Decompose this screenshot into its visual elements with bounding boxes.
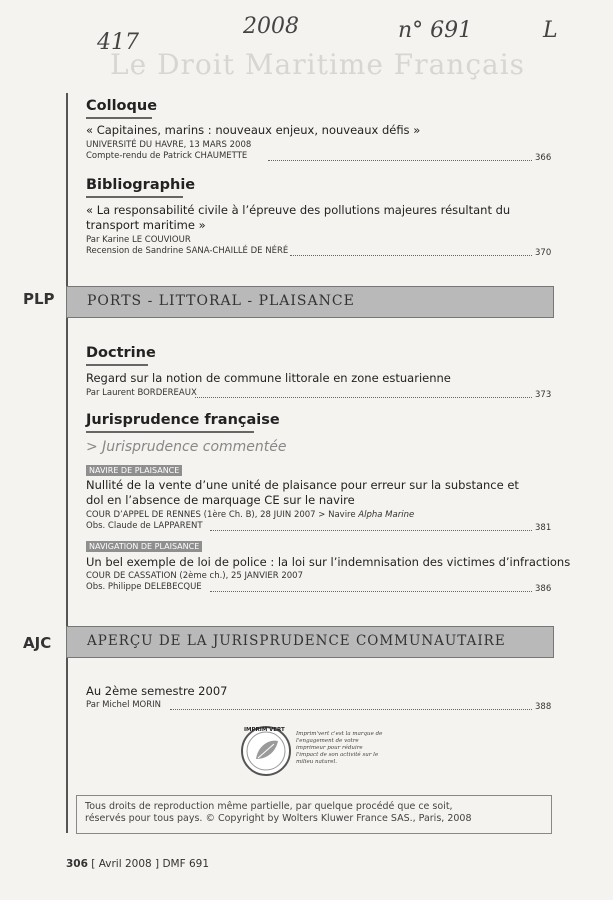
footer-page-number: 306 <box>66 858 88 870</box>
copyright-line2: réservés pour tous pays. © Copyright by Wolters Kluwer France SAS., Paris, 2008 <box>85 813 472 824</box>
dot-leader <box>210 530 532 531</box>
doctrine-heading: Doctrine <box>86 345 156 361</box>
handwritten-number: 417 <box>97 30 139 55</box>
doctrine-underline <box>86 364 148 366</box>
dot-leader <box>210 591 532 592</box>
jurisprudence-subheading: > Jurisprudence commentée <box>86 439 287 455</box>
vertical-rule <box>66 93 68 833</box>
bibliographie-author: Par Karine LE COUVIOUR <box>86 235 191 245</box>
doctrine-author: Par Laurent BORDEREAUX <box>86 388 197 398</box>
copyright-line1: Tous droits de reproduction même partielle, par quelque procédé que ce soit, <box>85 801 453 812</box>
ajc-code: AJC <box>23 634 52 652</box>
bibliographie-heading: Bibliographie <box>86 177 196 193</box>
dot-leader <box>170 709 532 710</box>
handwritten-year: 2008 <box>243 14 299 39</box>
ghost-header: Le Droit Maritime Français <box>110 48 526 81</box>
item2-court: COUR DE CASSATION (2ème ch.), 25 JANVIER 2007 <box>86 571 304 581</box>
doctrine-title: Regard sur la notion de commune littorale en zone estuarienne <box>86 371 451 385</box>
doctrine-page: 373 <box>535 390 552 400</box>
item1-vessel: Alpha Marine <box>358 510 415 520</box>
ajc-item-page: 388 <box>535 702 552 712</box>
imprimvert-logo <box>240 725 292 777</box>
imprimvert-text: Imprim'vert c'est la marque de l'engagement de votre imprimeur pour réduire l'impact de son activité sur le milieu naturel. <box>296 731 383 765</box>
dot-leader <box>290 255 532 256</box>
footer <box>66 858 209 870</box>
colloque-page: 366 <box>535 153 552 163</box>
badge-navire-plaisance: NAVIRE DE PLAISANCE <box>86 465 182 476</box>
colloque-heading: Colloque <box>86 98 158 114</box>
imprimvert-logo-text: IMPRIM'VERT <box>244 727 285 733</box>
bibliographie-page: 370 <box>535 248 552 258</box>
jurisprudence-heading: Jurisprudence française <box>86 412 280 428</box>
jurisprudence-underline <box>86 431 254 433</box>
bibliographie-review: Recension de Sandrine SANA-CHAILLÉ DE NÉRÉ <box>86 246 289 256</box>
ajc-banner-text: APERÇU DE LA JURISPRUDENCE COMMUNAUTAIRE <box>87 633 506 649</box>
dot-leader <box>268 160 532 161</box>
badge-navigation-plaisance: NAVIGATION DE PLAISANCE <box>86 541 202 552</box>
dot-leader <box>195 397 532 398</box>
colloque-underline <box>86 117 152 119</box>
ajc-item-title: Au 2ème semestre 2007 <box>86 684 228 698</box>
colloque-source: UNIVERSITÉ DU HAVRE, 13 MARS 2008 <box>86 140 252 150</box>
item2-obs: Obs. Philippe DELEBECQUE <box>86 582 202 592</box>
item1-court <box>86 510 414 520</box>
plp-banner <box>66 286 554 318</box>
item1-obs: Obs. Claude de LAPPARENT <box>86 521 203 531</box>
item1-court-text: COUR D’APPEL DE RENNES (1ère Ch. B), 28 JUIN 2007 > Navire <box>86 510 359 520</box>
plp-code: PLP <box>23 290 55 308</box>
item1-title: Nullité de la vente d’une unité de plaisance pour erreur sur la substance et dol en l’absence de marquage CE sur le navire <box>86 478 519 507</box>
bibliographie-underline <box>86 196 183 198</box>
item2-title: Un bel exemple de loi de police : la loi sur l’indemnisation des victimes d’infractions <box>86 555 571 569</box>
ajc-item-author: Par Michel MORIN <box>86 700 161 710</box>
plp-banner-text: PORTS - LITTORAL - PLAISANCE <box>87 293 355 309</box>
handwritten-issue: n° 691 <box>398 18 473 43</box>
ajc-banner <box>66 626 554 658</box>
handwritten-letter: L <box>543 18 558 43</box>
footer-rest: [ Avril 2008 ] DMF 691 <box>87 858 210 870</box>
copyright-box <box>76 795 552 834</box>
colloque-title: « Capitaines, marins : nouveaux enjeux, nouveaux défis » <box>86 123 421 137</box>
item2-page: 386 <box>535 584 552 594</box>
item1-page: 381 <box>535 523 552 533</box>
colloque-author: Compte-rendu de Patrick CHAUMETTE <box>86 151 248 161</box>
bibliographie-title: « La responsabilité civile à l’épreuve des pollutions majeures résultant du transport maritime » <box>86 203 511 232</box>
